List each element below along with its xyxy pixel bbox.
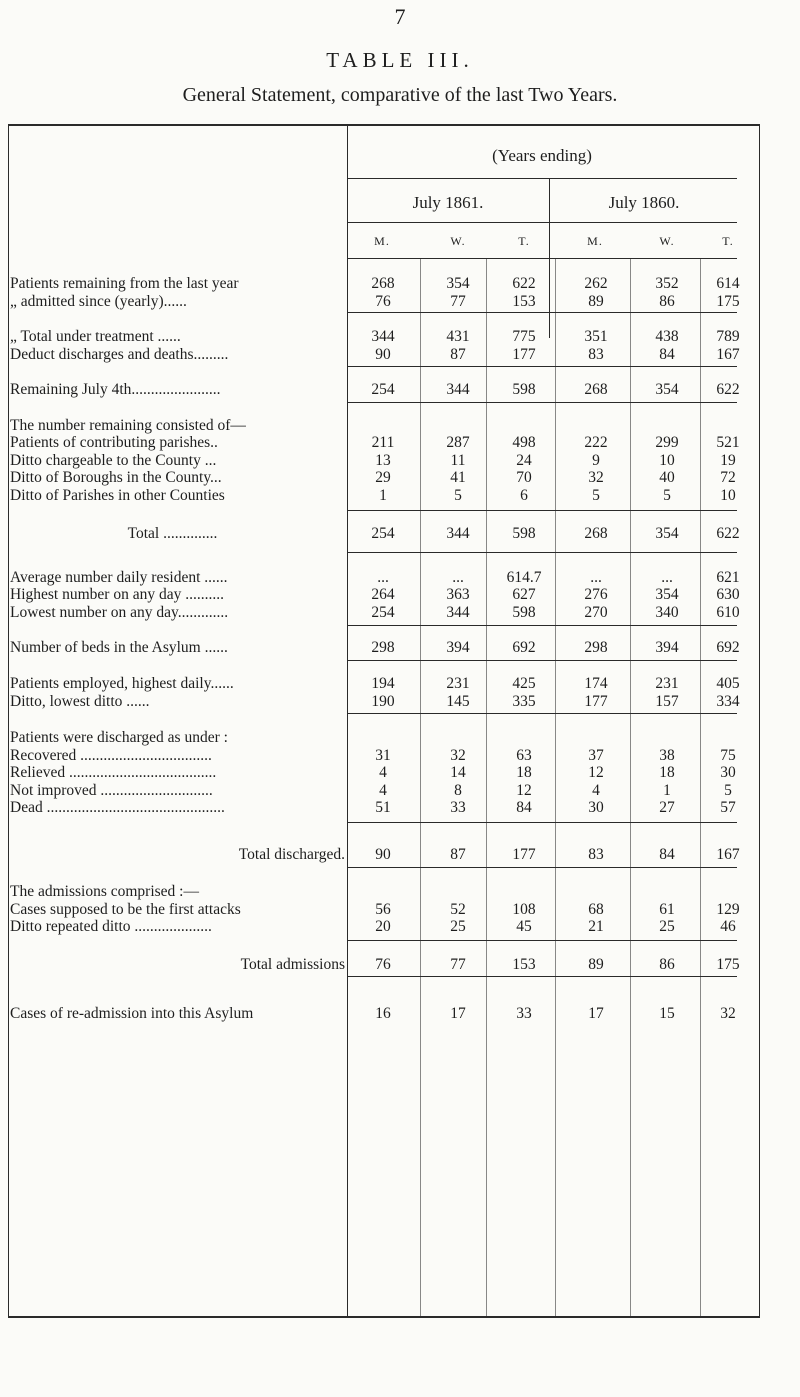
cell-value: 84	[659, 846, 675, 863]
cell-value: 108	[512, 901, 536, 918]
cell-value: 598	[512, 525, 536, 542]
table-row	[0, 845, 800, 865]
cell-value: 25	[450, 918, 466, 935]
cell-value: 157	[655, 693, 679, 710]
cell-value: 299	[655, 434, 679, 451]
cell-value: 174	[584, 675, 608, 692]
cell-value: 84	[659, 346, 675, 363]
col-header-w-1860: W.	[659, 234, 675, 248]
row-label: Average number daily resident ......	[10, 569, 228, 586]
cell-value: 77	[450, 293, 466, 310]
cell-value: 61	[659, 901, 675, 918]
row-label: „ Total under treatment ......	[10, 328, 181, 345]
cell-value: 5	[592, 487, 600, 504]
cell-value: 222	[584, 434, 608, 451]
col-header-m-1860: M.	[587, 234, 603, 248]
cell-value: 33	[516, 1005, 532, 1022]
section-rule	[347, 625, 737, 626]
cell-value: 46	[720, 918, 736, 935]
cell-value: 90	[375, 346, 391, 363]
col-header-t-1860: T.	[722, 234, 734, 248]
row-label: Highest number on any day ..........	[10, 586, 224, 603]
cell-value: 177	[512, 846, 536, 863]
table-row	[0, 327, 800, 347]
cell-value: 190	[371, 693, 395, 710]
cell-value: 167	[716, 846, 740, 863]
cell-value: ...	[452, 569, 464, 586]
section-rule	[347, 312, 737, 313]
cell-value: 41	[450, 469, 466, 486]
cell-value: 610	[716, 604, 740, 621]
row-label: Total discharged.	[238, 846, 345, 863]
table-row	[0, 468, 800, 488]
years-ending-header: (Years ending)	[492, 146, 592, 165]
cell-value: 394	[446, 639, 470, 656]
cell-value: 129	[716, 901, 740, 918]
cell-value: 87	[450, 346, 466, 363]
cell-value: 76	[375, 956, 391, 973]
page-number: 7	[394, 4, 406, 29]
table-subtitle: General Statement, comparative of the last Two Years.	[182, 84, 618, 106]
cell-value: ...	[377, 569, 389, 586]
row-label: Ditto, lowest ditto ......	[10, 693, 150, 710]
cell-value: 177	[584, 693, 608, 710]
cell-value: 6	[520, 487, 528, 504]
col-header-w-1861: W.	[450, 234, 466, 248]
cell-value: 89	[588, 293, 604, 310]
cell-value: 153	[512, 956, 536, 973]
table-row	[0, 917, 800, 937]
cell-value: 264	[371, 586, 395, 603]
cell-value: 431	[446, 328, 470, 345]
cell-value: 354	[446, 275, 470, 292]
cell-value: 10	[659, 452, 675, 469]
cell-value: 12	[588, 764, 604, 781]
column-rule	[486, 258, 487, 1318]
cell-value: 211	[371, 434, 395, 451]
cell-value: 621	[716, 569, 740, 586]
cell-value: 30	[588, 799, 604, 816]
section-rule	[347, 822, 737, 823]
cell-value: 4	[379, 764, 387, 781]
cell-value: 24	[516, 452, 532, 469]
table-row	[0, 433, 800, 453]
cell-value: 775	[512, 328, 536, 345]
cell-value: 57	[720, 799, 736, 816]
cell-value: 334	[716, 693, 740, 710]
section-rule	[347, 713, 737, 714]
cell-value: 87	[450, 846, 466, 863]
row-label: „ admitted since (yearly)......	[10, 293, 187, 310]
cell-value: 622	[716, 525, 740, 542]
cell-value: 692	[512, 639, 536, 656]
table-row	[0, 674, 800, 694]
row-label: Not improved .............................	[10, 782, 213, 799]
row-label: Total ..............	[127, 525, 218, 542]
cell-value: 10	[720, 487, 736, 504]
cell-value: 425	[512, 675, 536, 692]
row-label: Patients employed, highest daily......	[10, 675, 234, 692]
cell-value: 254	[371, 604, 395, 621]
cell-value: 153	[512, 293, 536, 310]
table-row	[0, 955, 800, 975]
row-label: Deduct discharges and deaths.........	[10, 346, 229, 363]
col-header-rule	[347, 258, 737, 259]
cell-value: 18	[516, 764, 532, 781]
row-label: Patients of contributing parishes..	[10, 434, 218, 451]
table-row	[0, 728, 800, 748]
cell-value: 498	[512, 434, 536, 451]
section-rule	[347, 366, 737, 367]
row-label: Number of beds in the Asylum ......	[10, 639, 228, 656]
year-1860-header: July 1860.	[608, 193, 680, 212]
row-label: Relieved ......................................	[10, 764, 217, 781]
cell-value: 5	[663, 487, 671, 504]
top-rule	[8, 124, 760, 126]
table-row	[0, 882, 800, 902]
column-rule	[420, 258, 421, 1318]
cell-value: 231	[446, 675, 470, 692]
cell-value: 270	[584, 604, 608, 621]
year-rule	[347, 222, 737, 223]
column-rule	[555, 258, 556, 1318]
table-row	[0, 692, 800, 712]
row-label: Ditto chargeable to the County ...	[10, 452, 217, 469]
cell-value: 86	[659, 293, 675, 310]
cell-value: 614	[716, 275, 740, 292]
cell-value: 298	[371, 639, 395, 656]
cell-value: 20	[375, 918, 391, 935]
bottom-rule	[8, 1316, 760, 1318]
cell-value: 167	[716, 346, 740, 363]
cell-value: 83	[588, 346, 604, 363]
table-row	[0, 603, 800, 623]
cell-value: 8	[454, 782, 462, 799]
cell-value: 15	[659, 1005, 675, 1022]
cell-value: 31	[375, 747, 391, 764]
cell-value: 298	[584, 639, 608, 656]
cell-value: 32	[450, 747, 466, 764]
cell-value: 5	[454, 487, 462, 504]
row-label: Patients remaining from the last year	[10, 275, 239, 292]
cell-value: 276	[584, 586, 608, 603]
cell-value: 16	[375, 1005, 391, 1022]
cell-value: 5	[724, 782, 732, 799]
cell-value: 354	[655, 525, 679, 542]
cell-value: 84	[516, 799, 532, 816]
cell-value: 175	[716, 293, 740, 310]
cell-value: 254	[371, 525, 395, 542]
row-label: The number remaining consisted of—	[10, 417, 246, 434]
cell-value: 45	[516, 918, 532, 935]
cell-value: 614.7	[506, 569, 542, 586]
cell-value: 287	[446, 434, 470, 451]
cell-value: 76	[375, 293, 391, 310]
cell-value: 789	[716, 328, 740, 345]
cell-value: 4	[592, 782, 600, 799]
cell-value: 75	[720, 747, 736, 764]
row-label: Ditto of Parishes in other Counties	[10, 487, 225, 504]
cell-value: 692	[716, 639, 740, 656]
cell-value: 33	[450, 799, 466, 816]
table-row	[0, 486, 800, 506]
table-row	[0, 274, 800, 294]
section-rule	[347, 940, 737, 941]
cell-value: 262	[584, 275, 608, 292]
cell-value: 354	[655, 381, 679, 398]
table-row	[0, 763, 800, 783]
cell-value: 268	[584, 381, 608, 398]
cell-value: 77	[450, 956, 466, 973]
cell-value: 231	[655, 675, 679, 692]
cell-value: 351	[584, 328, 608, 345]
section-rule	[347, 867, 737, 868]
cell-value: 30	[720, 764, 736, 781]
cell-value: 14	[450, 764, 466, 781]
cell-value: 51	[375, 799, 391, 816]
table-row	[0, 1004, 800, 1024]
row-label: Lowest number on any day.............	[10, 604, 229, 621]
table-row	[0, 585, 800, 605]
cell-value: 32	[720, 1005, 736, 1022]
cell-value: 21	[588, 918, 604, 935]
cell-value: 344	[446, 381, 470, 398]
row-label: Remaining July 4th.......................	[10, 381, 221, 398]
cell-value: 40	[659, 469, 675, 486]
section-rule	[347, 552, 737, 553]
column-rule	[630, 258, 631, 1318]
col-header-m-1861: M.	[374, 234, 390, 248]
cell-value: 70	[516, 469, 532, 486]
section-rule	[347, 976, 737, 977]
table-row	[0, 345, 800, 365]
cell-value: 194	[371, 675, 395, 692]
cell-value: 268	[584, 525, 608, 542]
cell-value: 627	[512, 586, 536, 603]
row-label: Ditto repeated ditto ....................	[10, 918, 212, 935]
cell-value: 622	[716, 381, 740, 398]
cell-value: 344	[371, 328, 395, 345]
cell-value: 38	[659, 747, 675, 764]
table-row	[0, 798, 800, 818]
cell-value: 352	[655, 275, 679, 292]
section-rule	[347, 402, 737, 403]
cell-value: 72	[720, 469, 736, 486]
cell-value: 335	[512, 693, 536, 710]
row-label: Recovered ..................................	[10, 747, 212, 764]
cell-value: 268	[371, 275, 395, 292]
cell-value: 86	[659, 956, 675, 973]
table-title: TABLE III.	[326, 48, 474, 72]
cell-value: 254	[371, 381, 395, 398]
row-label: Dead ..............................................	[10, 799, 225, 816]
cell-value: 354	[655, 586, 679, 603]
cell-value: 83	[588, 846, 604, 863]
years-ending-rule	[347, 178, 737, 179]
row-label: Patients were discharged as under :	[10, 729, 228, 746]
cell-value: 27	[659, 799, 675, 816]
cell-value: 521	[716, 434, 740, 451]
cell-value: 68	[588, 901, 604, 918]
row-label: The admissions comprised :—	[10, 883, 199, 900]
row-label: Cases supposed to be the first attacks	[10, 901, 241, 918]
cell-value: ...	[590, 569, 602, 586]
cell-value: 394	[655, 639, 679, 656]
year-1861-header: July 1861.	[412, 193, 484, 212]
section-rule	[347, 660, 737, 661]
cell-value: 63	[516, 747, 532, 764]
col-header-t-1861: T.	[518, 234, 530, 248]
table-row	[0, 638, 800, 658]
table-row	[0, 380, 800, 400]
cell-value: 9	[592, 452, 600, 469]
cell-value: 438	[655, 328, 679, 345]
cell-value: 17	[588, 1005, 604, 1022]
table-row	[0, 524, 800, 544]
cell-value: 344	[446, 525, 470, 542]
cell-value: 18	[659, 764, 675, 781]
cell-value: 344	[446, 604, 470, 621]
cell-value: 145	[446, 693, 470, 710]
cell-value: 363	[446, 586, 470, 603]
cell-value: ...	[661, 569, 673, 586]
cell-value: 29	[375, 469, 391, 486]
cell-value: 13	[375, 452, 391, 469]
cell-value: 32	[588, 469, 604, 486]
cell-value: 4	[379, 782, 387, 799]
cell-value: 25	[659, 918, 675, 935]
cell-value: 622	[512, 275, 536, 292]
cell-value: 19	[720, 452, 736, 469]
row-label: Ditto of Boroughs in the County...	[10, 469, 222, 486]
cell-value: 17	[450, 1005, 466, 1022]
row-label: Total admissions	[240, 956, 345, 973]
cell-value: 37	[588, 747, 604, 764]
cell-value: 598	[512, 381, 536, 398]
cell-value: 598	[512, 604, 536, 621]
section-rule	[347, 510, 737, 511]
cell-value: 1	[379, 487, 387, 504]
cell-value: 52	[450, 901, 466, 918]
cell-value: 340	[655, 604, 679, 621]
cell-value: 12	[516, 782, 532, 799]
cell-value: 89	[588, 956, 604, 973]
cell-value: 177	[512, 346, 536, 363]
table-row	[0, 292, 800, 312]
cell-value: 11	[450, 452, 466, 469]
cell-value: 630	[716, 586, 740, 603]
cell-value: 56	[375, 901, 391, 918]
cell-value: 1	[663, 782, 671, 799]
row-label: Cases of re-admission into this Asylum	[10, 1005, 254, 1022]
cell-value: 90	[375, 846, 391, 863]
column-rule	[700, 258, 701, 1318]
cell-value: 175	[716, 956, 740, 973]
cell-value: 405	[716, 675, 740, 692]
